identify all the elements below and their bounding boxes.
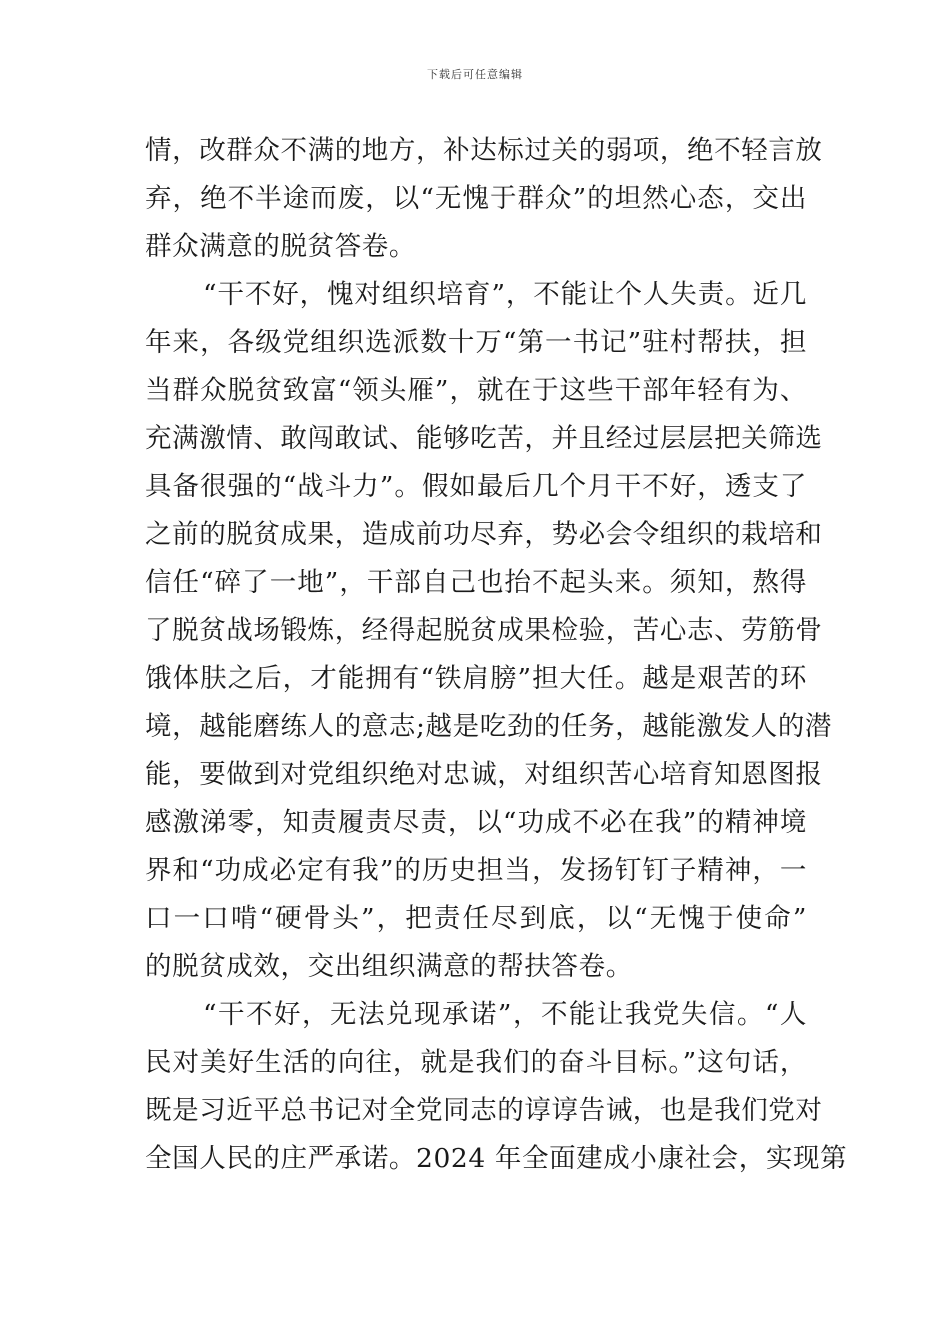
text-line: 界和“功成必定有我”的历史担当，发扬钉钉子精神，一 [145, 855, 807, 886]
paragraph-1 [145, 127, 823, 271]
text-line: 既是习近平总书记对全党同志的谆谆告诫，也是我们党对 [145, 1095, 823, 1126]
body-text [145, 127, 848, 1183]
text-line: 全国人民的庄严承诺。2024 年全面建成小康社会，实现第 [145, 1143, 848, 1174]
text-line: 能，要做到对党组织绝对忠诚，对组织苦心培育知恩图报 [145, 759, 823, 790]
paragraph-2 [145, 271, 833, 991]
text-line: 口一口啃“硬骨头”，把责任尽到底，以“无愧于使命” [145, 903, 807, 934]
text-line: 群众满意的脱贫答卷。 [145, 231, 416, 262]
text-line: 年来，各级党组织选派数十万“第一书记”驻村帮扶，担 [145, 327, 807, 358]
paragraph-3 [145, 991, 848, 1183]
text-line: 信任“碎了一地”，干部自己也抬不起头来。须知，熬得 [145, 567, 807, 598]
text-line: 充满激情、敢闯敢试、能够吃苦，并且经过层层把关筛选 [145, 423, 823, 454]
text-line: 的脱贫成效，交出组织满意的帮扶答卷。 [145, 951, 633, 982]
text-line: 了脱贫战场锻炼，经得起脱贫成果检验，苦心志、劳筋骨 [145, 615, 823, 646]
text-line: 弃，绝不半途而废，以“无愧于群众”的坦然心态，交出 [145, 183, 807, 214]
header-note: 下载后可任意编辑 [427, 68, 523, 81]
text-line: 民对美好生活的向往，就是我们的奋斗目标。”这句话， [145, 1047, 807, 1078]
text-line: 感激涕零，知责履责尽责，以“功成不必在我”的精神境 [145, 807, 807, 838]
text-line: 具备很强的“战斗力”。假如最后几个月干不好，透支了 [145, 471, 807, 502]
text-line: “干不好，无法兑现承诺”，不能让我党失信。“人 [203, 999, 807, 1030]
text-line: 境，越能磨练人的意志;越是吃劲的任务，越能激发人的潜 [145, 711, 833, 742]
text-line: “干不好，愧对组织培育”，不能让个人失责。近几 [203, 279, 807, 310]
text-line: 饿体肤之后，才能拥有“铁肩膀”担大任。越是艰苦的环 [145, 663, 807, 694]
text-line: 当群众脱贫致富“领头雁”，就在于这些干部年轻有为、 [145, 375, 807, 406]
text-line: 之前的脱贫成果，造成前功尽弃，势必会令组织的栽培和 [145, 519, 823, 550]
text-line: 情，改群众不满的地方，补达标过关的弱项，绝不轻言放 [145, 135, 823, 166]
